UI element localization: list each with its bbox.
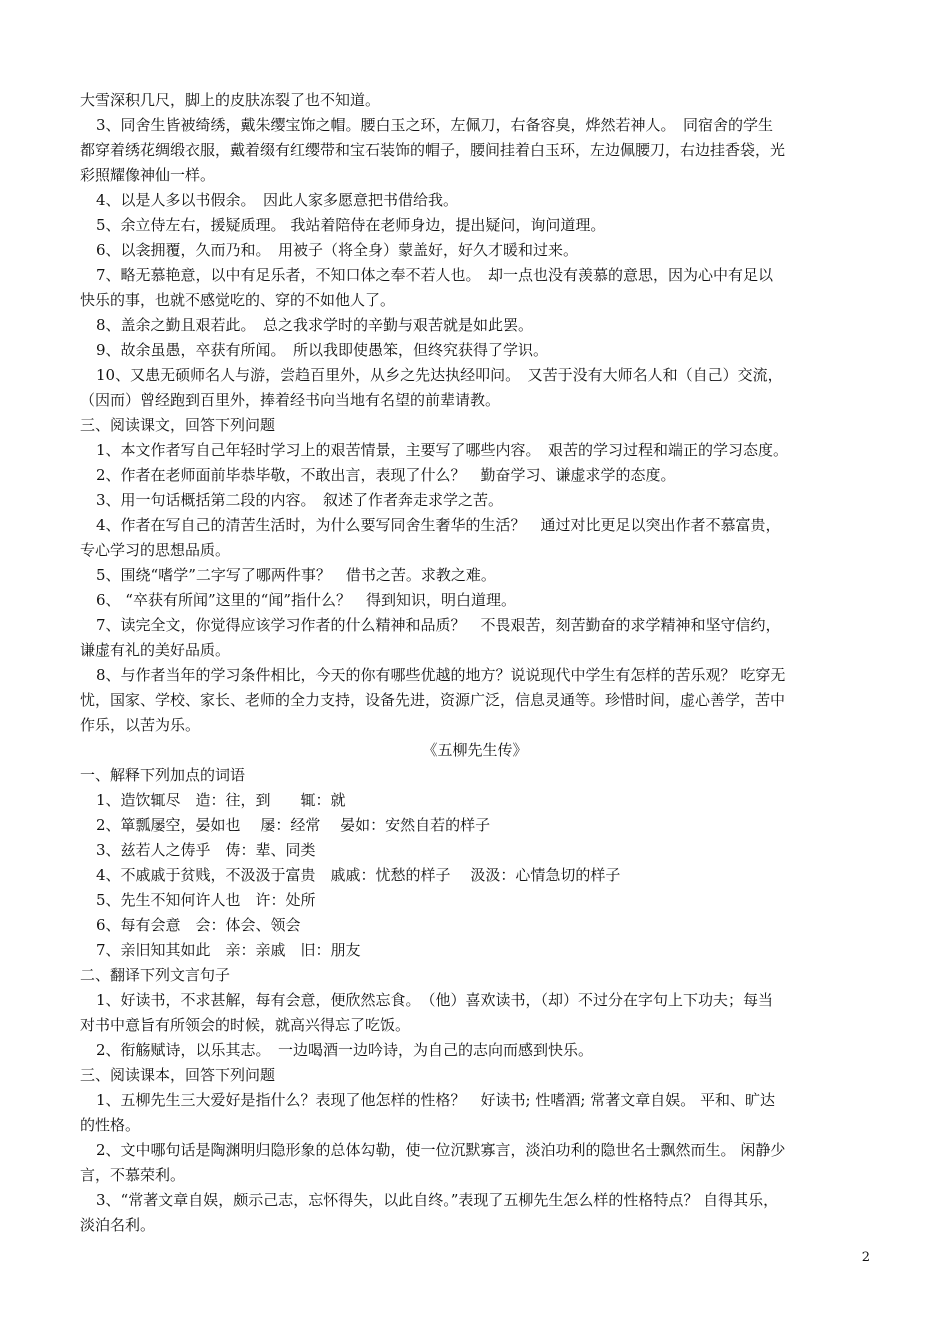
text-line: 淡泊名利。: [80, 1216, 156, 1234]
text-line: 2、衔觞赋诗，以乐其志。 一边喝酒一边吟诗，为自己的志向而感到快乐。: [96, 1041, 594, 1059]
text-line: 专心学习的思想品质。: [80, 541, 231, 559]
text-line: 2、作者在老师面前毕恭毕敬，不敢出言，表现了什么？ 勤奋学习、谦虚求学的态度。: [96, 466, 676, 484]
page-number: 2: [861, 1250, 870, 1265]
text-line: 彩照耀像神仙一样。: [80, 166, 216, 184]
text-line: 3、用一句话概括第二段的内容。 叙述了作者奔走求学之苦。: [96, 491, 504, 509]
text-line: 4、以是人多以书假余。 因此人家多愿意把书借给我。: [96, 191, 459, 209]
text-line: 4、作者在写自己的清苦生活时，为什么要写同舍生奢华的生活？ 通过对比更足以突出作者不慕富贵，: [96, 516, 781, 534]
text-line: 6、 “卒获有所闻”这里的“闻”指什么？ 得到知识，明白道理。: [96, 591, 516, 609]
document-body: [80, 88, 870, 1238]
text-line: 都穿着绣花绸缎衣服，戴着缀有红缨带和宝石装饰的帽子，腰间挂着白玉环，左边佩腰刀，右边挂香袋，光: [80, 141, 786, 159]
text-line: 三、阅读课文，回答下列问题: [80, 416, 276, 434]
text-line: 4、不戚戚于贫贱，不汲汲于富贵 戚戚：忧愁的样子 汲汲：心情急切的样子: [96, 866, 621, 884]
text-line: 9、故余虽愚，卒获有所闻。 所以我即使愚笨，但终究获得了学识。: [96, 341, 549, 359]
text-line: 8、盖余之勤且艰若此。 总之我求学时的辛勤与艰苦就是如此罢。: [96, 316, 534, 334]
text-line: 二、翻译下列文言句子: [80, 966, 231, 984]
text-line: 1、好读书，不求甚解，每有会意，便欣然忘食。 （他）喜欢读书，（却）不过分在字句上下功夫；每当: [96, 991, 774, 1009]
text-line: 作乐，以苦为乐。: [80, 716, 201, 734]
text-line: 快乐的事，也就不感觉吃的、穿的不如他人了。: [80, 291, 396, 309]
section-title: 《五柳先生传》: [422, 741, 528, 759]
text-line: 2、文中哪句话是陶渊明归隐形象的总体勾勒，使一位沉默寡言，淡泊功利的隐世名士飘然而生。 闲静少: [96, 1141, 786, 1159]
text-line: 对书中意旨有所领会的时候，就高兴得忘了吃饭。: [80, 1016, 411, 1034]
text-line: 一、解释下列加点的词语: [80, 766, 246, 784]
text-line: 6、以衾拥覆，久而乃和。 用被子（将全身）蒙盖好，好久才暖和过来。: [96, 241, 579, 259]
text-line: 8、与作者当年的学习条件相比，今天的你有哪些优越的地方？说说现代中学生有怎样的苦乐观？ 吃穿无: [96, 666, 786, 684]
text-line: 三、阅读课本，回答下列问题: [80, 1066, 276, 1084]
text-line: 3、同舍生皆被绮绣，戴朱缨宝饰之帽。腰白玉之环，左佩刀，右备容臭，烨然若神人。 同宿舍的学生: [96, 116, 774, 134]
text-line: 5、先生不知何许人也 许：处所: [96, 891, 316, 909]
text-line: 3、兹若人之俦乎 俦：辈、同类: [96, 841, 316, 859]
text-line: 6、每有会意 会：体会、领会: [96, 916, 301, 934]
text-line: 5、围绕“嗜学”二字写了哪两件事？ 借书之苦。求教之难。: [96, 566, 496, 584]
text-line: 2、箪瓢屡空，晏如也 屡：经常 晏如：安然自若的样子: [96, 816, 491, 834]
text-line: 1、本文作者写自己年轻时学习上的艰苦情景，主要写了哪些内容。 艰苦的学习过程和端正的学习态度。: [96, 441, 789, 459]
text-line: 7、亲旧知其如此 亲：亲戚 旧：朋友: [96, 941, 361, 959]
text-line: 1、五柳先生三大爱好是指什么？表现了他怎样的性格？ 好读书; 性嗜酒; 常著文章自娱。 平和、旷达: [96, 1091, 775, 1109]
text-line: 大雪深积几尺，脚上的皮肤冻裂了也不知道。: [80, 91, 381, 109]
text-line: 10、又患无硕师名人与游，尝趋百里外，从乡之先达执经叩问。 又苦于没有大师名人和（自己）交流，: [96, 366, 783, 384]
text-line: 忧，国家、学校、家长、老师的全力支持，设备先进，资源广泛，信息灵通等。珍惜时间，虚心善学，苦中: [80, 691, 786, 709]
text-line: 的性格。: [80, 1116, 141, 1134]
text-line: 7、略无慕艳意，以中有足乐者，不知口体之奉不若人也。 却一点也没有羡慕的意思，因为心中有足以: [96, 266, 774, 284]
text-line: 3、“常著文章自娱，颇示己志，忘怀得失，以此自终。”表现了五柳先生怎么样的性格特点？ 自得其乐，: [96, 1191, 779, 1209]
text-line: 5、余立侍左右，援疑质理。 我站着陪侍在老师身边，提出疑问，询问道理。: [96, 216, 606, 234]
text-line: 7、读完全文，你觉得应该学习作者的什么精神和品质？ 不畏艰苦，刻苦勤奋的求学精神和坚守信约，: [96, 616, 781, 634]
text-line: 言，不慕荣利。: [80, 1166, 186, 1184]
text-line: （因而）曾经跑到百里外，捧着经书向当地有名望的前辈请教。: [80, 391, 501, 409]
text-line: 1、造饮辄尽 造：往，到 辄：就: [96, 791, 346, 809]
text-line: 谦虚有礼的美好品质。: [80, 641, 231, 659]
